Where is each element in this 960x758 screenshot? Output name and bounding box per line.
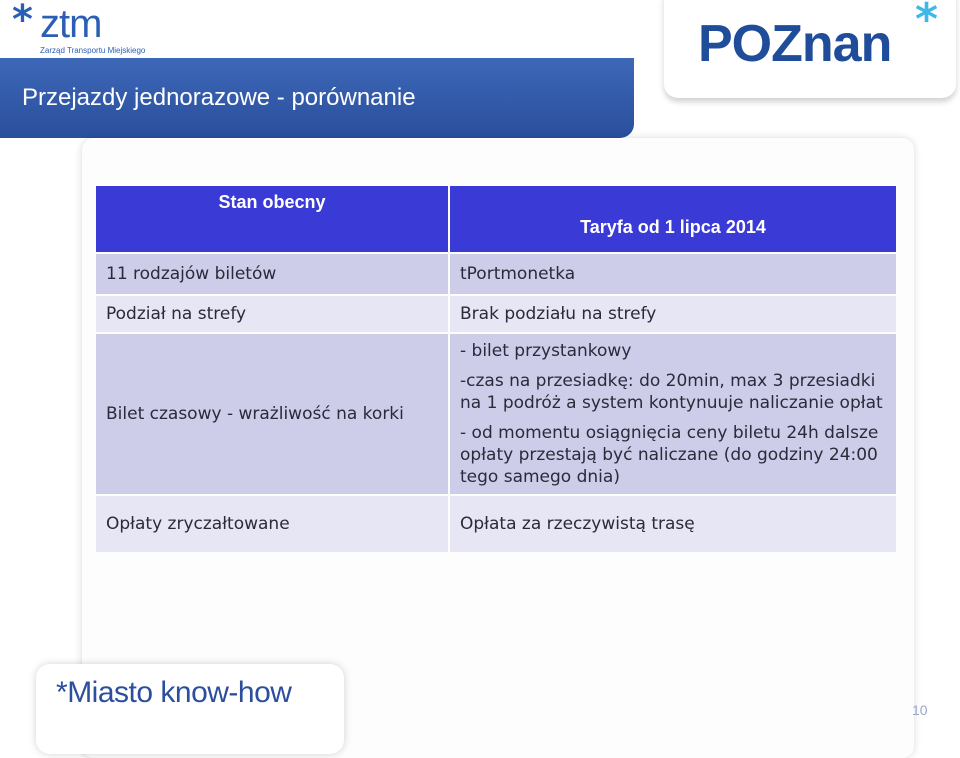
- table-row: [96, 334, 896, 494]
- page-number: 10: [912, 702, 928, 718]
- table-header-row: [96, 186, 896, 252]
- table-row: [96, 496, 896, 552]
- cell-new-line: Opłata za rzeczywistą trasę: [460, 514, 695, 534]
- cell-current: Opłaty zryczałtowane: [96, 496, 448, 552]
- poznan-logo: [664, 0, 956, 98]
- cell-new: [450, 496, 896, 552]
- footer-slogan-text: Miasto know-how: [67, 676, 292, 709]
- cell-new-line: -czas na przesiadkę: do 20min, max 3 przesiadki na 1 podróż a system kontynuuje naliczanie opłat: [460, 371, 883, 413]
- cell-new-line: Brak podziału na strefy: [460, 304, 657, 324]
- cell-new-line: - bilet przystankowy: [460, 341, 632, 361]
- cell-new: [450, 334, 896, 494]
- cell-current: Podział na strefy: [96, 296, 448, 332]
- footer-slogan: [56, 676, 291, 710]
- table-row: [96, 296, 896, 332]
- ztm-wordmark: ztm: [40, 2, 102, 46]
- footer-slogan-box: [36, 664, 344, 754]
- header-new-tariff: Taryfa od 1 lipca 2014: [450, 186, 896, 252]
- poznan-wordmark: POZnan: [698, 15, 892, 73]
- poznan-star-icon: *: [914, 0, 938, 45]
- ztm-logo: [6, 2, 156, 58]
- comparison-table: [94, 184, 898, 554]
- cell-new: [450, 254, 896, 294]
- cell-new-line: tPortmonetka: [460, 264, 576, 284]
- cell-new-line: - od momentu osiągnięcia ceny biletu 24h dalsze opłaty przestają być naliczane (do godziny 24:00 tego samego dnia): [460, 423, 879, 487]
- cell-current: Bilet czasowy - wrażliwość na korki: [96, 334, 448, 494]
- slide-title: Przejazdy jednorazowe - porównanie: [22, 84, 416, 111]
- title-bar: [0, 58, 634, 138]
- ztm-subtitle: Zarząd Transportu Miejskiego: [40, 46, 146, 55]
- header-current-state: Stan obecny: [96, 186, 448, 252]
- cell-current: 11 rodzajów biletów: [96, 254, 448, 294]
- cell-new: [450, 296, 896, 332]
- ztm-star-icon: *: [12, 0, 33, 43]
- table-row: [96, 254, 896, 294]
- footer-star-icon: *: [56, 676, 68, 709]
